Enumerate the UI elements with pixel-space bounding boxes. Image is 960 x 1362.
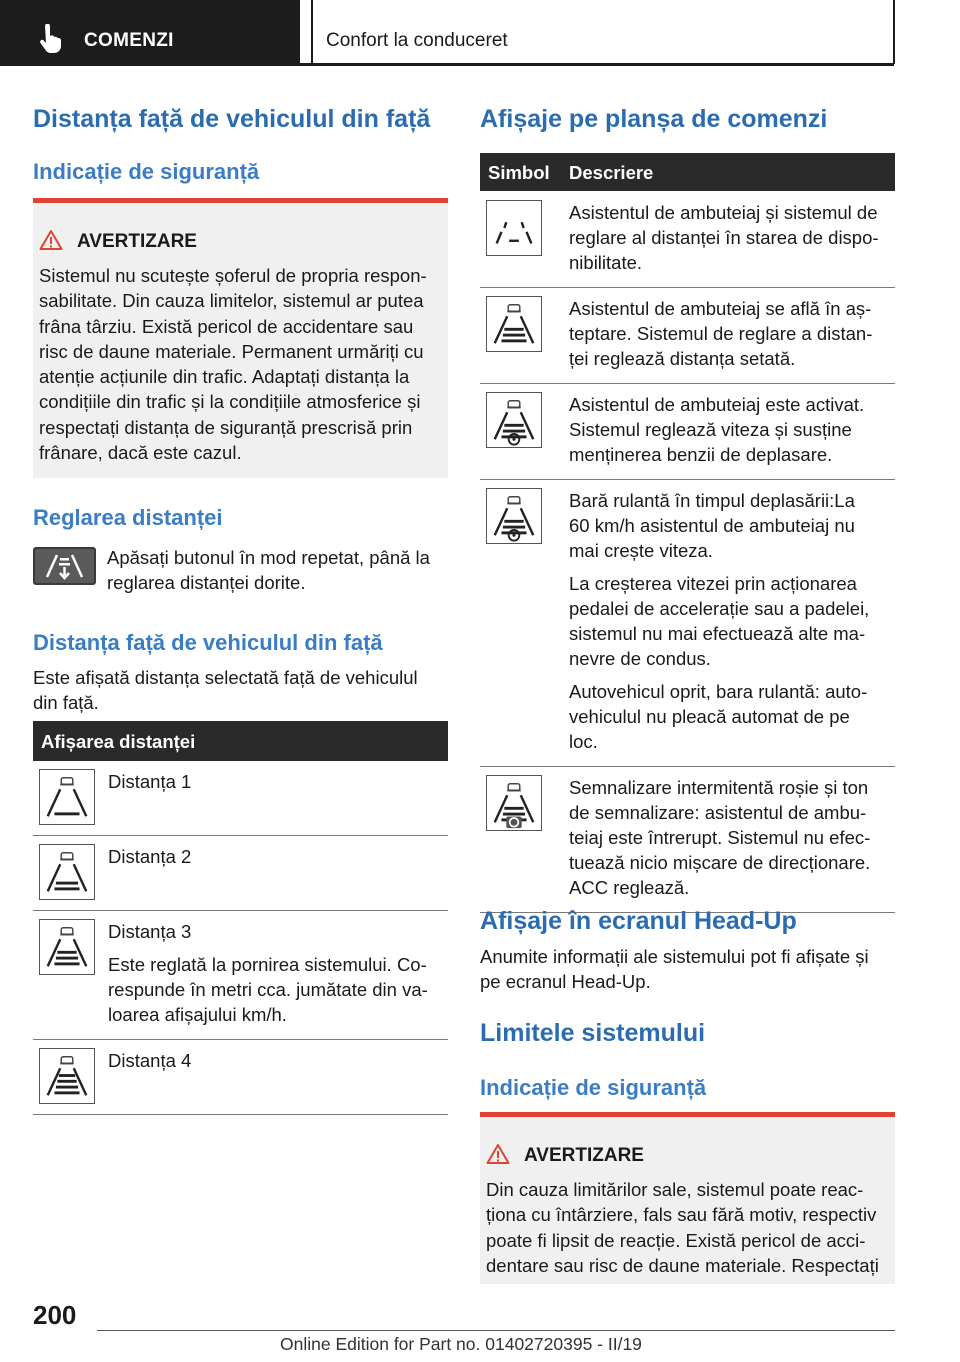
warning-label: AVERTIZARE (524, 1145, 644, 1166)
footer-rule (97, 1330, 895, 1331)
symbol-table-header (480, 153, 895, 191)
warning-label: AVERTIZARE (77, 231, 197, 252)
row-description: Semnalizare intermitentă roșie și ton de semnalizare: asistentul de ambu- teiaj este întrerupt. Sistemul nu efec- tuează nicio mișcare de direcționare. ACC reglează. (569, 777, 871, 898)
right-title: Afișaje pe planșa de comenzi (480, 105, 828, 133)
header-rule (300, 63, 894, 66)
row-divider (480, 479, 895, 480)
col-symbol: Simbol (488, 162, 550, 183)
row-divider (480, 287, 895, 288)
distanta-heading: Distanța față de vehiculul din față (33, 630, 383, 655)
header-divider-right (893, 0, 895, 64)
acc-ready-icon (486, 200, 542, 256)
limits-warning-box (480, 1112, 895, 1284)
warning-text: Sistemul nu scutește șoferul de propria respon- sabilitate. Din cauza limitelor, sistemul ar putea frâna târziu. Există pericol de accidentare sau risc de daune materiale. Permanent urmăriți cu atenție acțiunile din trafic. Adaptați distanța la condițiile din trafic și la condițiile atmosferice și respectați distanța de siguranță prescrisă prin frânare, dacă este cazul. (39, 265, 427, 464)
distance-table-header: Afișarea distanței (33, 721, 448, 761)
distance-4-icon (39, 1048, 95, 1104)
row-description: Asistentul de ambuteiaj se află în aș- teptare. Sistemul de reglare a distan- ței reglează distanța setată. (569, 298, 873, 369)
headup-heading: Afișaje în ecranul Head-Up (480, 907, 797, 935)
row-divider (480, 766, 895, 767)
distanta-text: Este afișată distanța selectată față de vehiculul din față. (33, 667, 418, 713)
distance-button-icon (33, 547, 96, 585)
reglarea-heading: Reglarea distanței (33, 505, 223, 530)
left-safety-heading: Indicație de siguranță (33, 159, 260, 184)
row-description: Asistentul de ambuteiaj este activat. Sistemul reglează viteza și susține menținerea benzii de deplasare. (569, 394, 865, 465)
distance-2-icon (39, 844, 95, 900)
acc-interrupted-icon (486, 775, 542, 831)
acc-rolling-icon (486, 488, 542, 544)
row-divider (33, 1114, 448, 1115)
section-tab (0, 0, 300, 66)
row-divider (480, 383, 895, 384)
warning-text: Din cauza limitărilor sale, sistemul poate reac- ționa cu întârziere, fals sau fără motiv, respectiv poate fi lipsit de reacție. Există pericol de acci- dentare sau risc de daune materiale. Respectați (486, 1179, 879, 1276)
limits-heading: Limitele sistemului (480, 1019, 706, 1047)
reglarea-text: Apăsați butonul în mod repetat, până la reglarea distanței dorite. (107, 547, 430, 593)
distance-1-icon (39, 769, 95, 825)
hand-touch-icon (36, 24, 64, 54)
row-divider (33, 835, 448, 836)
row-description: Distanța 3 Este reglată la pornirea sistemului. Co- respunde în metri cca. jumătate din va- loarea afișajului km/h. (108, 921, 428, 1025)
row-description: Distanța 1 (108, 771, 192, 792)
distance-3-icon (39, 919, 95, 975)
row-description: Distanța 2 (108, 846, 192, 867)
warning-box (33, 198, 448, 478)
limits-safety-heading: Indicație de siguranță (480, 1075, 707, 1100)
row-description: Asistentul de ambuteiaj și sistemul de reglare al distanței în starea de dispo- nibilitate. (569, 202, 879, 273)
row-description: Bară rulantă în timpul deplasării:La 60 km/h asistentul de ambuteiaj nu mai crește viteza. La creșterea vitezei prin acționarea pedalei de accelerație sau a padelei, sistemul nu mai efectuează alte ma- nevre de condus. Autovehicul oprit, bara rulantă: auto- vehiculul nu pleacă automat de pe loc. (569, 490, 870, 752)
page-number: 200 (33, 1300, 77, 1330)
acc-active-icon (486, 392, 542, 448)
edition-note: Online Edition for Part no. 01402720395 - II/19 (280, 1334, 642, 1354)
chapter-title: Confort la conduceret (326, 30, 508, 51)
acc-standby-icon (486, 296, 542, 352)
headup-text: Anumite informații ale sistemului pot fi afișate și pe ecranul Head-Up. (480, 946, 869, 992)
section-label: COMENZI (84, 30, 174, 51)
warning-triangle-icon (486, 1143, 510, 1165)
col-description: Descriere (569, 162, 654, 183)
row-description: Distanța 4 (108, 1050, 192, 1071)
warning-triangle-icon (39, 229, 63, 251)
row-divider (33, 1039, 448, 1040)
row-divider (33, 910, 448, 911)
left-title: Distanța față de vehiculul din față (33, 105, 431, 133)
header-divider (311, 0, 313, 64)
